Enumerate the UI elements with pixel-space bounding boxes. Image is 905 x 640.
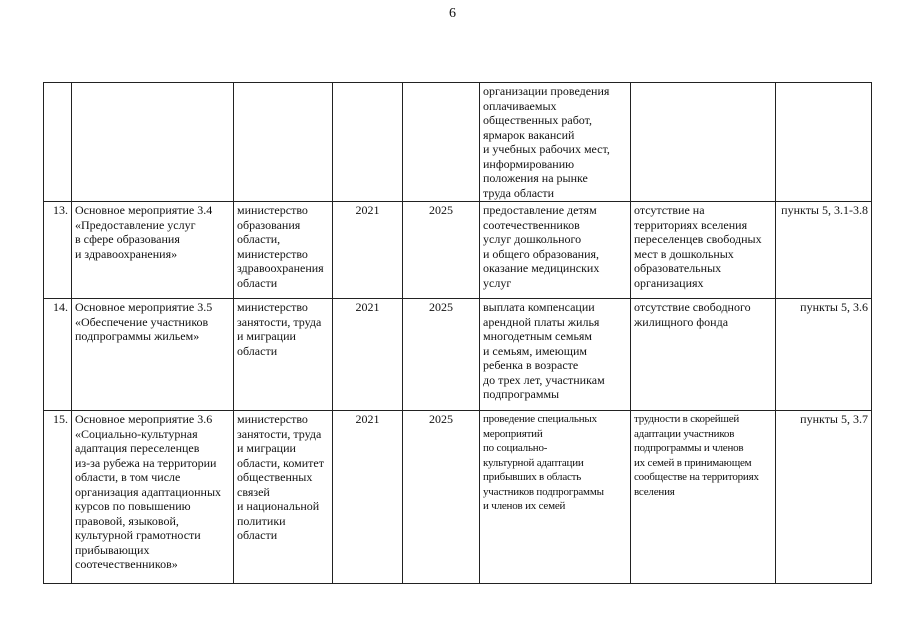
executor-cell: министерство занятости, труда и миграции области, комитет общественных связей и национальной политики области xyxy=(234,411,333,584)
points-cell: пункты 5, 3.1-3.8 xyxy=(776,202,872,299)
executor-cell: министерство образования области, министерство здравоохранения области xyxy=(234,202,333,299)
result-cell: выплата компенсации арендной платы жилья многодетным семьям и семьям, имеющим ребенка в возрасте до трех лет, участникам подпрограммы xyxy=(480,299,631,411)
row-number: 14. xyxy=(44,299,72,411)
activity-cell: Основное мероприятие 3.6 «Социально-культурная адаптация переселенцев из-за рубежа на территории области, в том числе организация адаптационных курсов по повышению правовой, языковой, культурной грамотности прибывающих соотечественников» xyxy=(72,411,234,584)
measures-table xyxy=(43,82,872,584)
row-number: 15. xyxy=(44,411,72,584)
end-year-cell: 2025 xyxy=(403,202,480,299)
risk-cell: трудности в скорейшей адаптации участников подпрограммы и членов их семей в принимающем сообществе на территориях вселения xyxy=(631,411,776,584)
activity-cell: Основное мероприятие 3.4 «Предоставление услуг в сфере образования и здравоохранения» xyxy=(72,202,234,299)
result-cell: предоставление детям соотечественников услуг дошкольного и общего образования, оказание медицинских услуг xyxy=(480,202,631,299)
risk-cell: отсутствие на территориях вселения переселенцев свободных мест в дошкольных образовательных организациях xyxy=(631,202,776,299)
start-year-cell: 2021 xyxy=(333,202,403,299)
result-cell: организации проведения оплачиваемых общественных работ, ярмарок вакансий и учебных рабочих мест, информированию положения на рынке труда области xyxy=(480,83,631,202)
activity-cell xyxy=(72,83,234,202)
risk-cell: отсутствие свободного жилищного фонда xyxy=(631,299,776,411)
table-row xyxy=(44,83,872,202)
table-row xyxy=(44,411,872,584)
end-year-cell: 2025 xyxy=(403,411,480,584)
points-cell: пункты 5, 3.6 xyxy=(776,299,872,411)
start-year-cell xyxy=(333,83,403,202)
executor-cell xyxy=(234,83,333,202)
table-row xyxy=(44,299,872,411)
points-cell xyxy=(776,83,872,202)
risk-cell xyxy=(631,83,776,202)
row-number: 13. xyxy=(44,202,72,299)
activity-cell: Основное мероприятие 3.5 «Обеспечение участников подпрограммы жильем» xyxy=(72,299,234,411)
executor-cell: министерство занятости, труда и миграции области xyxy=(234,299,333,411)
result-cell: проведение специальных мероприятий по социально- культурной адаптации прибывших в область участников подпрограммы и членов их семей xyxy=(480,411,631,584)
row-number xyxy=(44,83,72,202)
points-cell: пункты 5, 3.7 xyxy=(776,411,872,584)
table-row xyxy=(44,202,872,299)
start-year-cell: 2021 xyxy=(333,411,403,584)
start-year-cell: 2021 xyxy=(333,299,403,411)
end-year-cell: 2025 xyxy=(403,299,480,411)
page-number: 6 xyxy=(449,6,456,21)
end-year-cell xyxy=(403,83,480,202)
